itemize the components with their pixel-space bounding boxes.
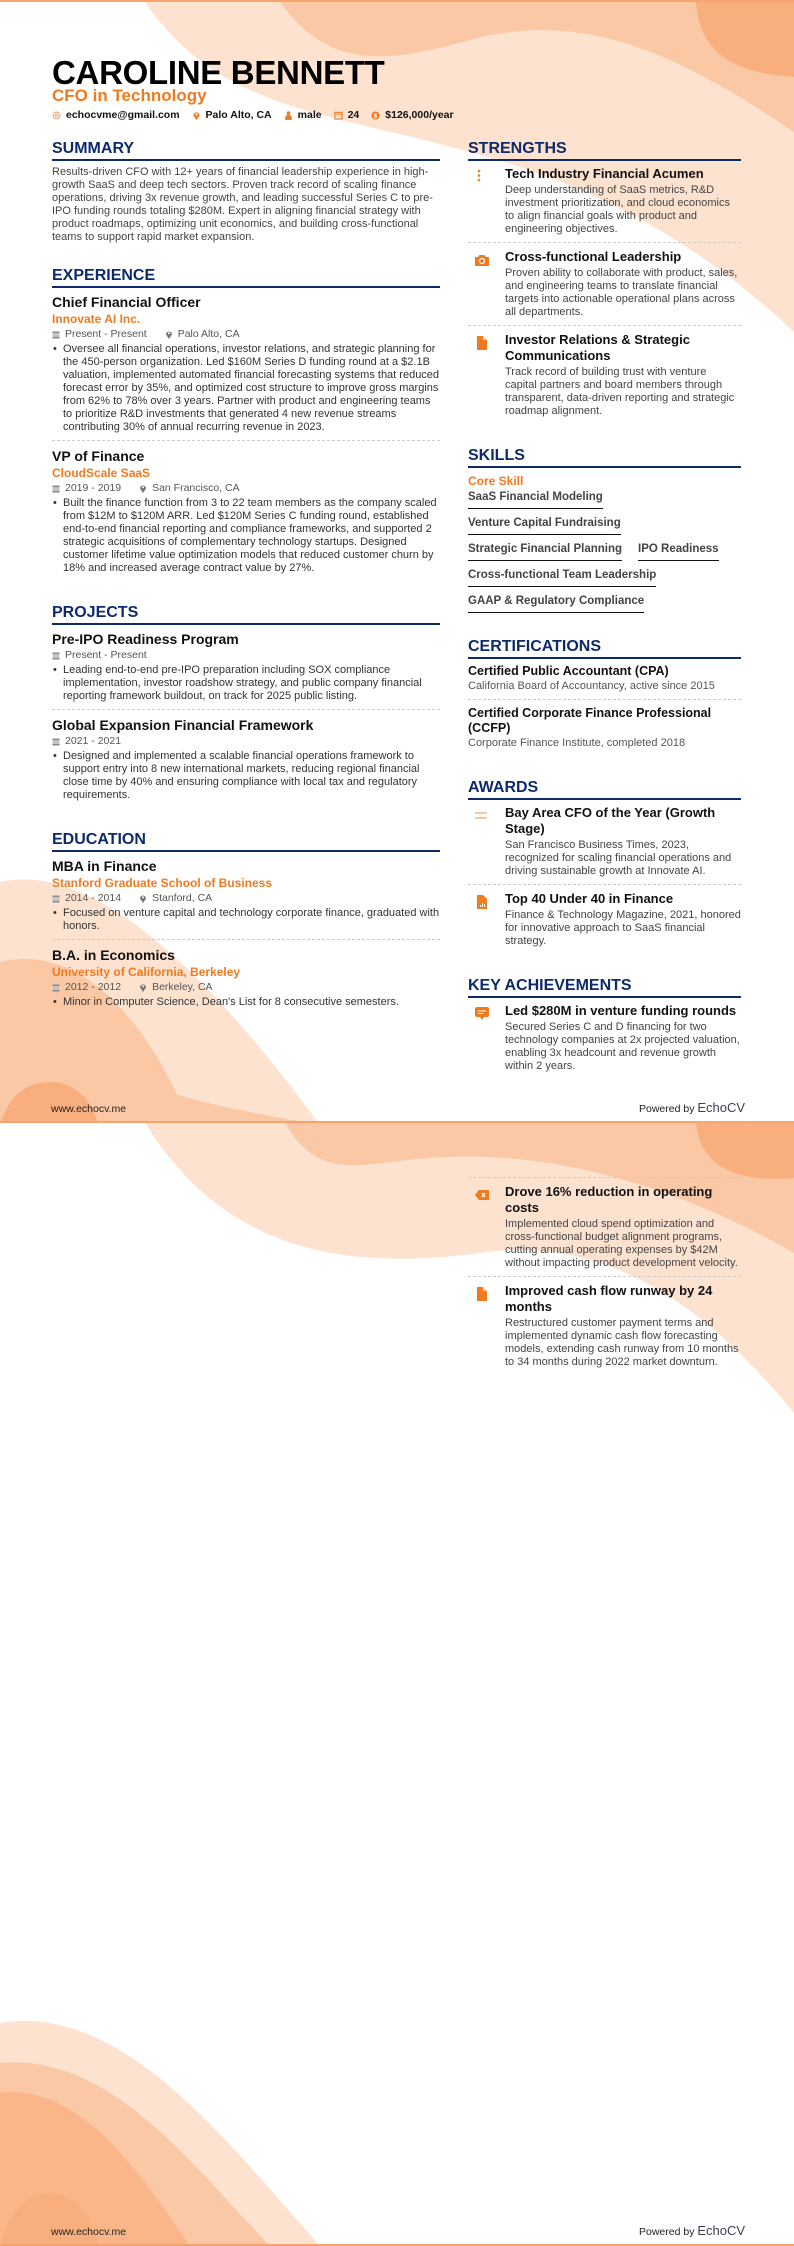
brand-logo-text: EchoCV [697,2223,746,2238]
cert-desc: California Board of Accountancy, active since 2015 [468,680,715,692]
salary-text: $126,000/year [385,109,454,121]
strength-item [468,332,741,424]
strength-desc: Proven ability to collaborate with product, sales, and engineering teams to translate financial targets into actionable operational plans across all departments. [505,267,738,318]
strength-item [468,249,741,326]
location: Stanford, CA [152,892,213,904]
calendar-icon [52,651,60,660]
equals-icon [474,808,490,824]
company-name: Innovate AI Inc. [52,312,141,326]
section-heading: SUMMARY [52,139,440,161]
achievement-item [468,1283,741,1375]
bullet: • Oversee all financial operations, investor relations, and strategic planning for the 450-person organization. Led $160M Series D funding round at a $2.1B valuation, implemented automated financial forecasting systems that reduced forecast error by 35%, and optimized cost structure to improve gross margins from 62% to 78% over 3 years. Partner with product and engineering teams to prioritize R&D investments that generated 4 new revenue streams contributing 30% of annual recurring revenue in 2023. [52,343,440,434]
strength-item [468,166,741,243]
skill-tag: Venture Capital Fundraising [468,515,621,535]
experience-section [52,266,440,581]
education-item [52,946,440,1015]
date-range: 2014 - 2014 [65,892,122,904]
award-title: Bay Area CFO of the Year (Growth Stage) [505,805,716,836]
experience-item [52,447,440,581]
bullet: • Leading end-to-end pre-IPO preparation including SOX compliance implementation, investor roadshow strategy, and public company financial reporting framework buildout, on track for 2025 public listing. [52,664,440,703]
strength-title: Cross-functional Leadership [505,249,682,264]
achievement-title: Led $280M in venture funding rounds [505,1003,737,1018]
section-heading: SKILLS [468,446,741,468]
powered-by-text: Powered by [639,1103,695,1115]
footer-powered-by [639,2223,745,2238]
strength-title: Investor Relations & Strategic Communications [505,332,690,363]
dollar-icon [371,111,380,120]
achievement-title: Improved cash flow runway by 24 months [505,1283,713,1314]
calendar-icon [52,983,60,992]
candidate-title: CFO in Technology [52,86,207,105]
section-heading: AWARDS [468,778,741,800]
achievement-desc: Restructured customer payment terms and implemented dynamic cash flow forecasting models, extending cash runway from 10 months to 34 months during 2022 market downturn. [505,1317,739,1368]
date-range: Present - Present [65,328,147,340]
svg-text:$: $ [374,112,378,120]
school-name: University of California, Berkeley [52,965,241,979]
achievements-section [468,976,741,1079]
achievement-title: Drove 16% reduction in operating costs [505,1184,713,1215]
education-section [52,830,440,1015]
projects-section [52,603,440,808]
message-icon [474,1006,490,1022]
project-item [52,630,440,710]
bullet-list [52,664,440,703]
certification-item [468,664,741,700]
cert-title: Certified Corporate Finance Professional (CCFP) [468,706,712,735]
age-text: 24 [347,109,360,121]
cert-title: Certified Public Accountant (CPA) [468,664,669,678]
certifications-section [468,637,741,756]
item-meta [52,981,440,994]
date-range: Present - Present [65,649,147,661]
bullet: • Minor in Computer Science, Dean's List for 8 consecutive semesters. [52,996,440,1009]
education-item [52,857,440,940]
project-title: Global Expansion Financial Framework [52,717,314,733]
map-pin-icon [139,484,147,493]
date-range: 2021 - 2021 [65,735,122,747]
bullet-list [52,343,440,434]
contact-gender [284,109,322,121]
at-icon [52,111,61,120]
left-column [52,139,440,1037]
map-pin-icon [192,111,201,120]
job-title: VP of Finance [52,448,145,464]
summary-section [52,139,440,244]
person-icon [284,111,293,120]
location: Palo Alto, CA [177,328,240,340]
school-name: Stanford Graduate School of Business [52,876,273,890]
date-range: 2012 - 2012 [65,981,122,993]
gender-text: male [297,109,322,121]
strength-desc: Track record of building trust with venture capital partners and board members through transparent, data-driven reporting and strategic roadmap alignment. [505,366,735,417]
skills-section [468,446,741,619]
location-text: Palo Alto, CA [205,109,272,121]
bullet: • Designed and implemented a scalable financial operations framework to support entry into 8 new international markets, reducing regional financial close time by 40% and ensuring compliance with local tax and regulatory requirements. [52,750,440,802]
calendar-icon [52,484,60,493]
calendar-icon [52,894,60,903]
item-meta [52,328,440,341]
backspace-icon [474,1187,490,1203]
resume-page-2 [0,1123,794,2246]
file-icon [474,335,490,351]
footer-site-link[interactable]: www.echocv.me [51,2226,127,2238]
file-icon [474,1286,490,1302]
achievement-item [468,1184,741,1277]
item-meta [52,892,440,905]
map-pin-icon [139,894,147,903]
item-meta [52,482,440,495]
company-name: CloudScale SaaS [52,466,151,480]
award-title: Top 40 Under 40 in Finance [505,891,674,906]
footer-site-link[interactable]: www.echocv.me [51,1103,127,1115]
skill-group-label: Core Skill [468,474,524,488]
skill-tag: Cross-functional Team Leadership [468,567,656,587]
section-heading: EDUCATION [52,830,440,852]
bullet-list [52,497,440,575]
section-heading: PROJECTS [52,603,440,625]
contact-row [52,109,454,121]
map-pin-icon [165,330,173,339]
location: Berkeley, CA [152,981,213,993]
file-chart-icon [474,894,490,910]
degree: B.A. in Economics [52,947,175,963]
item-meta [52,649,440,662]
skill-tag: GAAP & Regulatory Compliance [468,593,644,613]
award-desc: Finance & Technology Magazine, 2021, honored for innovative approach to SaaS financial strategy. [505,909,741,947]
bullet-list [52,907,440,933]
section-heading: CERTIFICATIONS [468,637,741,659]
section-heading: STRENGTHS [468,139,741,161]
awards-section [468,778,741,954]
award-item [468,891,741,954]
bullet: • Focused on venture capital and technology corporate finance, graduated with honors. [52,907,440,933]
experience-item [52,293,440,441]
bullet: • Built the finance function from 3 to 22 team members as the company scaled from $12M to $120M ARR. Led $120M Series C funding round, established end-to-end financial reporting and compliance frameworks, and supported 2 strategic acquisitions of complementary technology startups. Designed customer lifetime value optimization models that reduced customer churn by 18% and increased average contract value by 27%. [52,497,440,575]
date-range: 2019 - 2019 [65,482,122,494]
contact-age [334,109,360,121]
map-pin-icon [139,983,147,992]
candidate-name: CAROLINE BENNETT [52,54,385,91]
degree: MBA in Finance [52,858,157,874]
strengths-section [468,139,741,424]
powered-by-text: Powered by [639,2226,695,2238]
project-item [52,716,440,808]
skill-tag: Strategic Financial Planning [468,541,622,561]
award-desc: San Francisco Business Times, 2023, recognized for scaling financial operations and driving sustainable growth at Innovate AI. [505,839,732,877]
calendar-icon [52,737,60,746]
dots-vertical-icon [474,169,490,185]
contact-salary [371,109,453,121]
achievement-desc: Secured Series C and D financing for two technology companies at 2x projected valuation, enabling 3x headcount and revenue growth within 2 years. [505,1021,740,1072]
bullet-list [52,996,440,1009]
email-text: echocvme@gmail.com [66,109,180,121]
strength-desc: Deep understanding of SaaS metrics, R&D investment prioritization, and cloud economics to align financial goals with product and engineering objectives. [505,184,731,235]
award-item [468,805,741,885]
right-column [468,139,741,1101]
strength-title: Tech Industry Financial Acumen [505,166,704,181]
achievement-desc: Implemented cloud spend optimization and cross-functional budget alignment programs, cutting annual operating expenses by $42M without impacting product development velocity. [505,1218,738,1269]
skill-tag: IPO Readiness [638,541,719,561]
contact-location [192,109,272,121]
job-title: Chief Financial Officer [52,294,201,310]
certification-item [468,706,741,756]
right-column-continued [468,1177,741,1381]
contact-email[interactable] [52,109,180,121]
footer-powered-by [639,1100,745,1115]
bullet-list [52,750,440,802]
brand-logo-text: EchoCV [697,1100,746,1115]
location: San Francisco, CA [152,482,240,494]
item-meta [52,735,440,748]
camera-icon [474,252,490,268]
section-heading: EXPERIENCE [52,266,440,288]
summary-text: Results-driven CFO with 12+ years of financial leadership experience in high-growth SaaS and deep tech sectors. Proven track record of scaling finance operations, driving 3x revenue growth, and leading successful Series C to pre-IPO funding rounds totaling $280M. Expert in aligning financial strategy with product roadmaps, optimizing unit economics, and building cross-functional teams to support rapid market expansion. [52,166,433,243]
calendar-icon [334,111,343,120]
achievement-item [468,1003,741,1079]
calendar-icon [52,330,60,339]
section-heading: KEY ACHIEVEMENTS [468,976,741,998]
skills-list [468,489,741,619]
skill-tag: SaaS Financial Modeling [468,489,603,509]
cert-desc: Corporate Finance Institute, completed 2018 [468,737,686,749]
project-title: Pre-IPO Readiness Program [52,631,239,647]
